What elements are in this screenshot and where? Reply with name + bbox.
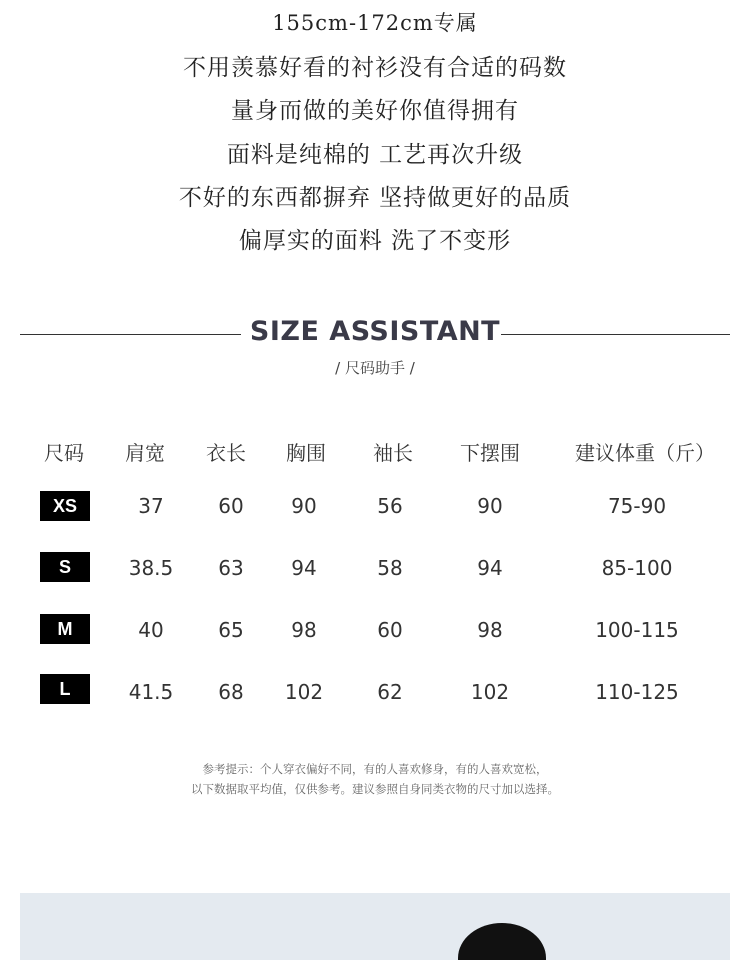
cell-chest: 98 — [291, 618, 317, 642]
cell-hem: 98 — [477, 618, 503, 642]
cell-length: 60 — [218, 494, 244, 518]
cell-sleeve: 60 — [377, 618, 403, 642]
header-length: 衣长 — [206, 441, 246, 465]
cell-sleeve: 58 — [377, 556, 403, 580]
cell-shoulder: 37 — [138, 494, 164, 518]
cell-sleeve: 56 — [377, 494, 403, 518]
cell-hem: 94 — [477, 556, 503, 580]
cell-weight: 100-115 — [595, 618, 679, 642]
cell-chest: 102 — [284, 680, 324, 704]
cell-weight: 110-125 — [595, 680, 679, 704]
size-badge-m: M — [40, 614, 90, 644]
intro-line: 不好的东西都摒弃 坚持做更好的品质 — [178, 185, 572, 211]
header-weight: 建议体重（斤） — [575, 441, 715, 465]
size-assistant-title: SIZE ASSISTANT — [249, 316, 501, 347]
cell-shoulder: 41.5 — [128, 680, 174, 704]
model-hair-silhouette — [458, 923, 546, 960]
header-hem: 下摆围 — [460, 441, 520, 465]
intro-line: 不用羡慕好看的衬衫没有合适的码数 — [183, 55, 567, 81]
size-badge-s: S — [40, 552, 90, 582]
product-photo — [20, 893, 730, 960]
header-sleeve: 袖长 — [373, 441, 413, 465]
intro-line: 偏厚实的面料 洗了不变形 — [238, 228, 512, 254]
cell-hem: 102 — [470, 680, 510, 704]
cell-hem: 90 — [477, 494, 503, 518]
cell-shoulder: 40 — [138, 618, 164, 642]
cell-sleeve: 62 — [377, 680, 403, 704]
size-badge-xs: XS — [40, 491, 90, 521]
cell-chest: 94 — [291, 556, 317, 580]
size-assistant-subtitle: / 尺码助手 / — [335, 359, 415, 377]
size-badge-l: L — [40, 674, 90, 704]
note-line-2: 以下数据取平均值，仅供参考。建议参照自身同类衣物的尺寸加以选择。 — [191, 782, 559, 796]
cell-shoulder: 38.5 — [128, 556, 174, 580]
cell-length: 63 — [218, 556, 244, 580]
note-line-1: 参考提示：个人穿衣偏好不同，有的人喜欢修身，有的人喜欢宽松， — [202, 762, 548, 776]
cell-length: 65 — [218, 618, 244, 642]
divider-right — [501, 334, 730, 335]
header-size: 尺码 — [44, 441, 84, 465]
cell-chest: 90 — [291, 494, 317, 518]
cell-weight: 75-90 — [607, 494, 667, 518]
intro-line-height-range: 155cm-172cm专属 — [272, 11, 478, 35]
cell-weight: 85-100 — [601, 556, 673, 580]
intro-line: 面料是纯棉的 工艺再次升级 — [226, 142, 524, 168]
intro-line: 量身而做的美好你值得拥有 — [231, 98, 519, 124]
header-shoulder: 肩宽 — [125, 441, 165, 465]
header-chest: 胸围 — [286, 441, 326, 465]
cell-length: 68 — [218, 680, 244, 704]
